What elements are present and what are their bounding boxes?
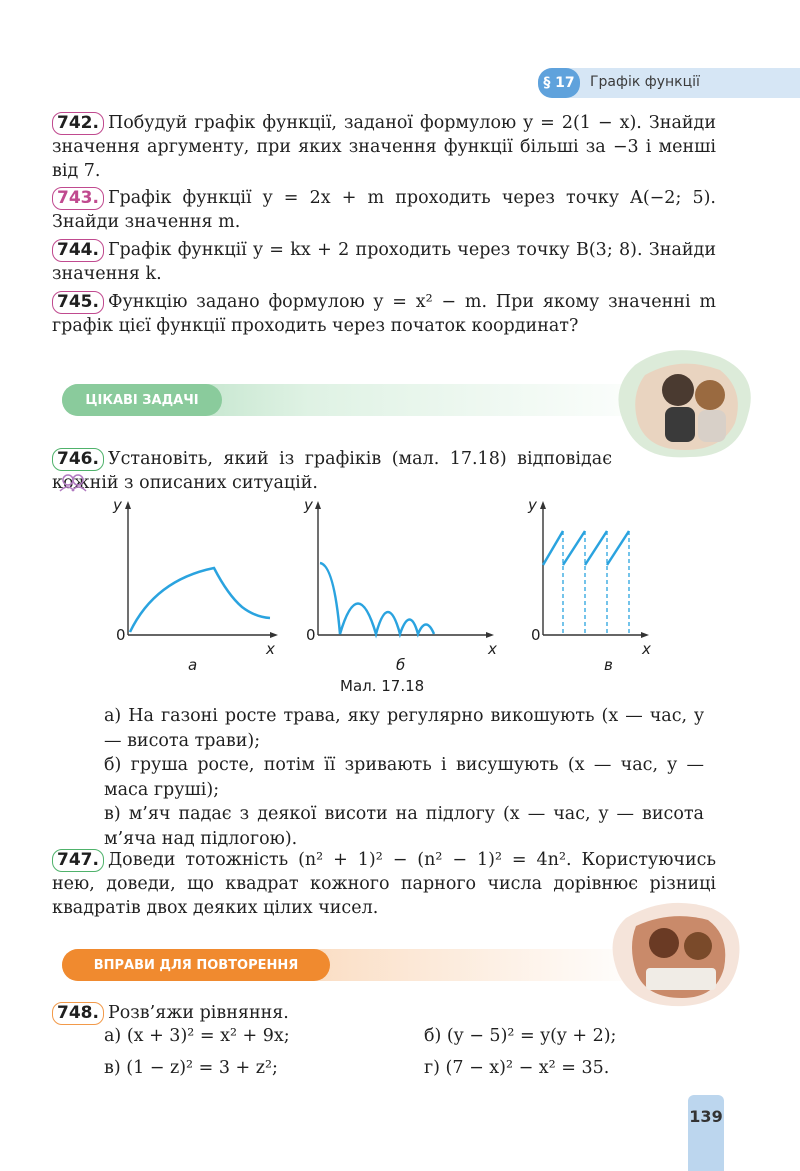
- problem-742: [52, 111, 716, 183]
- graph-b: [300, 495, 500, 675]
- situation-c: в) м’яч падає з деякої висоти на підлогу (x — час, y — висота м’яча над підлогою).: [104, 804, 704, 849]
- equation-b: б) (y − 5)² = y(y + 2);: [424, 1026, 617, 1046]
- graph-c-y-label: y: [528, 496, 537, 514]
- problem-number: 744.: [52, 239, 104, 262]
- graph-a: [110, 495, 280, 675]
- problem-text: Установіть, який із графіків (мал. 17.18) відповідає кожній з описаних ситуацій.: [52, 449, 612, 493]
- section-number: § 17: [538, 68, 580, 98]
- problem-text: Графік функції y = kx + 2 проходить через точку B(3; 8). Знайди значення k.: [52, 240, 716, 284]
- problem-number: 747.: [52, 849, 104, 872]
- equation-a: а) (x + 3)² = x² + 9x;: [104, 1026, 290, 1046]
- problem-text: Розв’яжи рівняння.: [107, 1003, 289, 1023]
- interesting-band-label: ЦІКАВІ ЗАДАЧІ: [62, 384, 222, 416]
- problem-number: 746.: [52, 448, 104, 471]
- y-arrow: [315, 501, 321, 509]
- problem-text: Доведи тотожність (n² + 1)² − (n² − 1)² = 4n². Користуючись нею, доведи, що квадрат кожного парного числа дорівнює різниці квадратів двох деяких цілих чисел.: [52, 850, 716, 918]
- graph-c-label: в: [604, 656, 613, 674]
- graph-b-y-label: y: [304, 496, 313, 514]
- x-arrow: [486, 632, 494, 638]
- equation-d: г) (7 − x)² − x² = 35.: [424, 1058, 610, 1078]
- x-arrow: [270, 632, 278, 638]
- situation-a: а) На газоні росте трава, яку регулярно викошують (x — час, y — висота трави);: [104, 706, 704, 751]
- graph-b-origin: 0: [306, 626, 316, 644]
- problem-743: [52, 186, 716, 234]
- problem-number: 745.: [52, 291, 104, 314]
- graph-c-curve: [543, 531, 629, 565]
- students-photo: [610, 345, 760, 465]
- graph-b-label: б: [396, 656, 406, 674]
- graph-a-y-label: y: [113, 496, 122, 514]
- graph-b-x-label: x: [488, 640, 497, 658]
- page-number: 139: [688, 1095, 724, 1171]
- graph-c-origin: 0: [531, 626, 541, 644]
- section-title: Графік функції: [590, 74, 700, 90]
- problem-text: Функцію задано формулою y = x² − m. При якому значенні m графік цієї функції проходить через початок координат?: [52, 292, 716, 336]
- problem-744: [52, 238, 716, 286]
- problem-number: 748.: [52, 1002, 104, 1025]
- situation-list: [104, 704, 704, 851]
- graph-c-x-label: x: [642, 640, 651, 658]
- graph-a-x-label: x: [266, 640, 275, 658]
- graph-a-origin: 0: [116, 626, 126, 644]
- graph-b-curve: [320, 563, 434, 634]
- problem-748: [52, 1001, 716, 1025]
- review-band-label: ВПРАВИ ДЛЯ ПОВТОРЕННЯ: [62, 949, 330, 981]
- pair-work-icon: [58, 474, 88, 492]
- y-arrow: [125, 501, 131, 509]
- girls-reading-photo: [606, 898, 746, 1010]
- problem-number: 743.: [52, 187, 104, 210]
- problem-746: [52, 447, 612, 495]
- situation-b: б) груша росте, потім її зривають і висушують (x — час, y — маса груші);: [104, 755, 704, 800]
- x-arrow: [641, 632, 649, 638]
- graph-a-curve: [130, 568, 270, 632]
- y-arrow: [540, 501, 546, 509]
- problem-number: 742.: [52, 112, 104, 135]
- problem-745: [52, 290, 716, 338]
- problem-text: Побудуй графік функції, заданої формулою y = 2(1 − x). Знайди значення аргументу, при яких значення функції більші за −3 і менші від 7.: [52, 113, 716, 181]
- figure-caption: Мал. 17.18: [340, 677, 425, 695]
- graph-a-label: а: [188, 656, 198, 674]
- problem-text: Графік функції y = 2x + m проходить через точку A(−2; 5). Знайди значення m.: [52, 188, 716, 232]
- equation-c: в) (1 − z)² = 3 + z²;: [104, 1058, 278, 1078]
